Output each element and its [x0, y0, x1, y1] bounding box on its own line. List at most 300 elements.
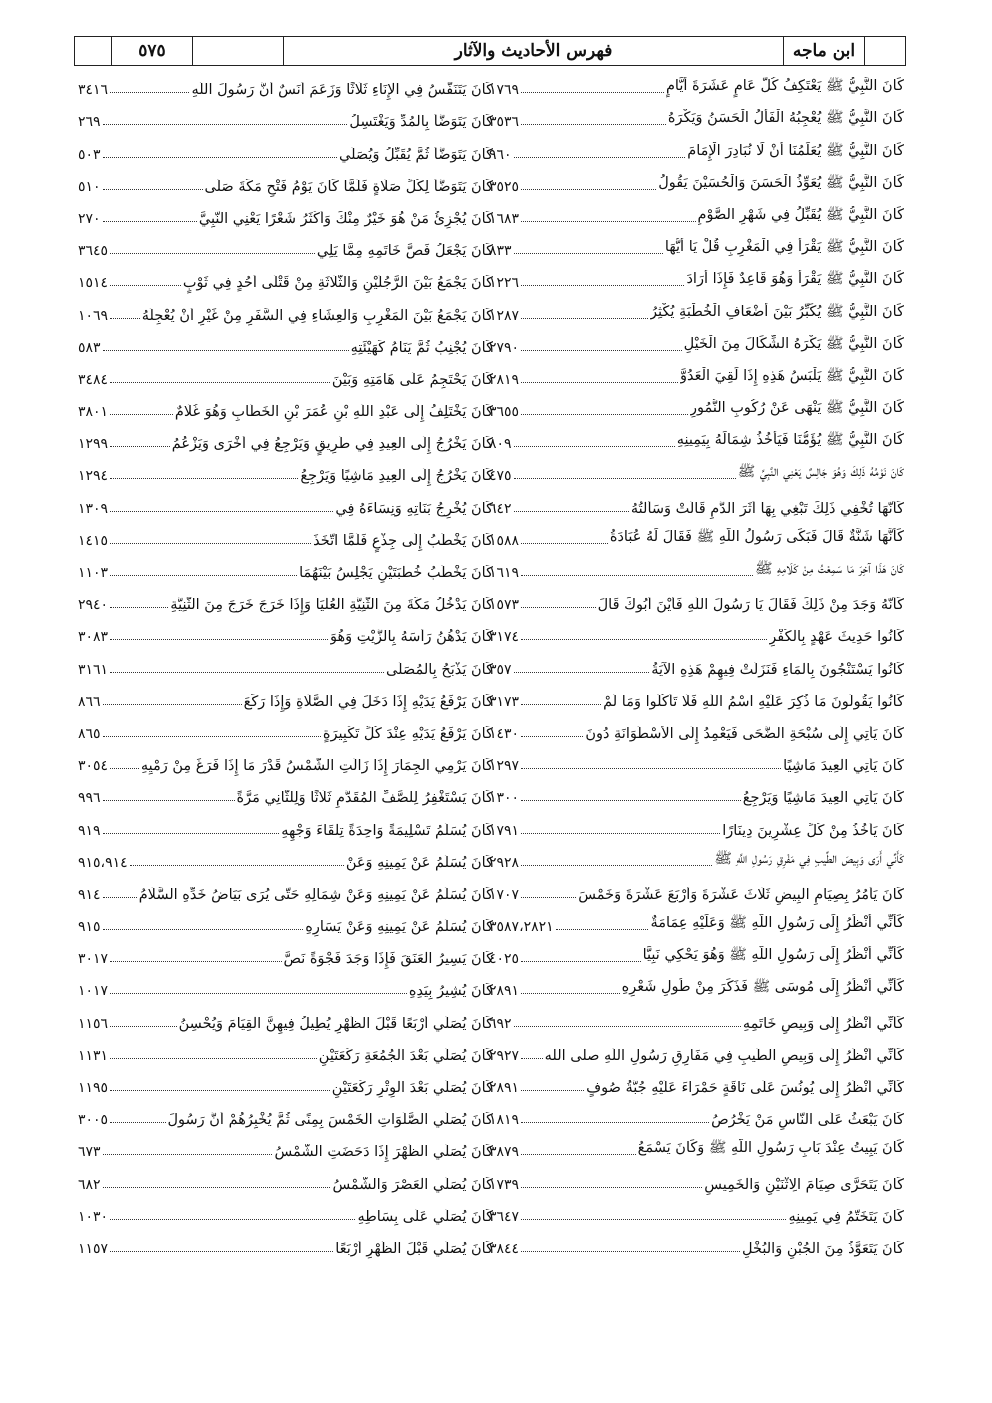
dot-leader — [521, 800, 741, 801]
hadith-number: ٣٤٨٤ — [78, 371, 109, 388]
index-entry — [78, 810, 493, 842]
dot-leader — [110, 1122, 165, 1123]
entry-text: كَانَ يَأْتِي الْعِيدَ مَاشِيًا — [783, 758, 904, 775]
hadith-number: ٥٨٣ — [78, 339, 101, 356]
dot-leader — [103, 800, 235, 801]
dot-leader — [521, 704, 601, 705]
dot-leader — [103, 1187, 331, 1188]
dot-leader — [110, 768, 139, 769]
dot-leader — [521, 382, 678, 383]
hadith-number: ٣٦٤٧ — [489, 1208, 520, 1225]
hadith-number: ١٢٩٩ — [78, 436, 109, 453]
entry-text: كَانَ النَّبِيُّ ﷺ يُقَبِّلُ فِي شَهْرِ الصَّوْمِ — [697, 206, 904, 223]
index-entry — [489, 424, 904, 456]
hadith-number: ٩١٥ — [78, 919, 101, 936]
index-entry — [78, 521, 493, 553]
entry-text: كَانَ النَّبِيُّ ﷺ يَلْبَسُ هَذِهِ إِذَا لَقِيَ الْعَدُوَّ — [680, 367, 904, 384]
hadith-number: ١٢٩٤ — [78, 468, 109, 485]
book-name: ابن ماجه — [784, 37, 865, 65]
hadith-number: ٢٩٤٠ — [78, 597, 109, 614]
index-entry — [489, 231, 904, 263]
entry-text: كَانَ نَوْمُهُ ذَلِكَ وَهُوَ جَالِسٌ يَعْنِي النَّبِيَّ ﷺ — [737, 464, 904, 481]
entry-text: كَانَ يُصَلِّي بَعْدَ الْجُمُعَةِ رَكْعَتَيْنِ — [318, 1047, 493, 1064]
page-number: ٥٧٥ — [112, 37, 193, 65]
entry-text: كَانَ يَخْتَلِفُ إِلَى عَبْدِ اللَّهِ بْنِ عُمَرَ بْنِ الْخَطَّابِ وَهُوَ غُلَامٌ — [174, 404, 493, 421]
entry-text: كَأَنِّي أَنْظُرُ إِلَى وَبِيصِ خَاتَمِهِ — [742, 1015, 904, 1032]
hadith-number: ٨٦٦ — [78, 693, 101, 710]
index-entry — [489, 488, 904, 520]
dot-leader — [514, 672, 650, 673]
hadith-number: ٨٦٥ — [78, 725, 101, 742]
right-column — [489, 70, 904, 1261]
index-entry — [78, 424, 493, 456]
index-entry — [489, 939, 904, 971]
index-entry — [489, 1132, 904, 1164]
index-entry — [489, 102, 904, 134]
index-entry — [78, 939, 493, 971]
entry-text: كَأَنِّي أَنْظُرُ إِلَى يُونُسَ عَلَى نَاقَةٍ حَمْرَاءَ عَلَيْهِ جُبَّةُ صُوفٍ — [586, 1080, 904, 1096]
entry-text: كَانَ يُخْرِجُ بَنَاتِهِ وَنِسَاءَهُ فِي — [335, 500, 493, 517]
entry-text: كَانَ يَتَحَرَّى صِيَامَ الِاثْنَيْنِ وَالْخَمِيسِ — [704, 1176, 904, 1193]
entry-text: كَانَ يُسَلِّمُ عَنْ يَمِينِهِ وَعَنْ يَسَارِهِ — [305, 919, 493, 936]
hadith-number: ١٧٠٧ — [489, 886, 520, 903]
hadith-number: ٦٩٢ — [489, 1015, 512, 1032]
hadith-number: ٢٦٩ — [78, 114, 101, 131]
hadith-number: ٢٨٩١ — [489, 1080, 520, 1096]
dot-leader — [514, 253, 663, 254]
dot-leader — [110, 92, 189, 93]
dot-leader — [110, 543, 311, 544]
dot-leader — [110, 382, 330, 383]
entry-text: كَانَ النَّبِيُّ ﷺ يُعَوِّذُ الْحَسَنَ وَالْحُسَيْنَ يَقُولُ — [658, 174, 904, 191]
hadith-number: ٦٨٢ — [78, 1176, 101, 1193]
entry-text: كَأَنِّي أَنْظُرُ إِلَى رَسُولِ اللَّهِ ﷺ وَعَلَيْهِ عِمَامَةٌ — [650, 915, 904, 932]
index-entry — [78, 1132, 493, 1164]
index-entry — [78, 1229, 493, 1261]
entry-text: كَانُوا حَدِيثَ عَهْدٍ بِالْكُفْرِ — [769, 629, 904, 646]
dot-leader — [521, 639, 767, 640]
hadith-number: ١١٩٥ — [78, 1080, 109, 1096]
hadith-number: ١٠٣٠ — [78, 1208, 109, 1225]
dot-leader — [110, 511, 333, 512]
hadith-number: ٩٦٠ — [489, 146, 512, 163]
entry-text: كَانَ يَخْرُجُ إِلَى الْعِيدِ مَاشِيًا وَيَرْجِعُ — [300, 468, 493, 485]
index-entry — [78, 746, 493, 778]
dot-leader — [110, 639, 328, 640]
dot-leader — [521, 350, 682, 351]
entry-text: كَأَنِّي أَنْظُرُ إِلَى مُوسَى ﷺ فَذَكَرَ مِنْ طُولِ شَعْرِهِ — [621, 979, 904, 996]
index-entry — [78, 1068, 493, 1100]
entry-text: كَانَ يَتَعَوَّذُ مِنَ الْجُبْنِ وَالْبُخْلِ — [742, 1240, 904, 1257]
entry-text: كَانَ يُجْزِئُ مَنْ هُوَ خَيْرٌ مِنْكَ وَأَكْثَرُ شَعْرًا يَعْنِي النَّبِيَّ — [198, 210, 493, 227]
dot-leader — [103, 1154, 273, 1155]
entry-text: كَانَ يَرْفَعُ يَدَيْهِ إِذَا دَخَلَ فِي الصَّلَاةِ وَإِذَا رَكَعَ — [243, 693, 493, 710]
index-entry — [78, 1100, 493, 1132]
entry-text: كَأَنِّي أَنْظُرُ إِلَى وَبِيصِ الطِّيبِ فِي مَفَارِقِ رَسُولِ اللَّهِ صلى الله — [544, 1047, 904, 1064]
dot-leader — [521, 1122, 709, 1123]
page-header — [74, 36, 906, 66]
index-entry — [489, 521, 904, 553]
index-entry — [78, 167, 493, 199]
index-entry — [78, 102, 493, 134]
entry-text: كَانَ النَّبِيُّ ﷺ يُؤَمُّنَا فَيَأْخُذُ شِمَالَهُ بِيَمِينِهِ — [676, 432, 904, 449]
dot-leader — [514, 478, 736, 479]
hadith-number: ١٥١٤ — [78, 275, 109, 292]
hadith-number: ٣٠٥٤ — [78, 758, 109, 775]
dot-leader — [521, 1090, 584, 1091]
dot-leader — [103, 189, 203, 190]
dot-leader — [110, 1058, 317, 1059]
entry-text: كَانَ يَأْمُرُ بِصِيَامِ الْبِيضِ ثَلَاثَ عَشْرَةَ وَأَرْبَعَ عَشْرَةَ وَخَمْسَ — [578, 886, 904, 903]
index-entry — [78, 70, 493, 102]
entry-text: كَانَ يُصَلِّي الْعَصْرَ وَالشَّمْسُ — [332, 1176, 493, 1193]
dot-leader — [521, 833, 720, 834]
hadith-number: ٤٧٥ — [489, 468, 512, 485]
index-entry — [78, 231, 493, 263]
dot-leader — [521, 285, 684, 286]
dot-leader — [110, 993, 407, 994]
index-entry — [489, 263, 904, 295]
hadith-number: ١٧٣٩ — [489, 1176, 520, 1193]
index-entry — [78, 617, 493, 649]
index-entry — [78, 263, 493, 295]
dot-leader — [521, 414, 688, 415]
dot-leader — [556, 929, 649, 930]
entry-text: كَأَنَّهُ وَجَدَ مِنْ ذَلِكَ فَقَالَ يَا رَسُولَ اللَّهِ فَأَيْنَ أَبُوكَ قَالَ — [597, 597, 904, 614]
dot-leader — [110, 1251, 333, 1252]
dot-leader — [110, 414, 173, 415]
entry-text: كَانَ يَتَوَضَّأُ لِكُلِّ صَلَاةٍ فَلَمَّا كَانَ يَوْمُ فَتْحِ مَكَّةَ صَلَّى — [204, 178, 493, 195]
dot-leader — [521, 575, 753, 576]
dot-leader — [103, 350, 349, 351]
dot-leader — [521, 1219, 786, 1220]
entry-text: كَانَ يَأْتِي الْعِيدَ مَاشِيًا وَيَرْجِعُ — [742, 790, 904, 807]
dot-leader — [110, 1090, 330, 1091]
hadith-number: ٩١٥،٩١٤ — [78, 854, 128, 871]
hadith-number: ١٠١٧ — [78, 983, 109, 1000]
entry-text: كَانَ النَّبِيُّ ﷺ يُعْجِبُهُ الْفَأْلُ الْحَسَنُ وَيَكْرَهُ — [667, 110, 904, 127]
dot-leader — [103, 929, 304, 930]
hadith-number: ١٨١٩ — [489, 1112, 520, 1129]
entry-text: كَانَ يَخْطُبُ خُطْبَتَيْنِ يَجْلِسُ بَيْنَهُمَا — [299, 565, 493, 581]
dot-leader — [110, 253, 315, 254]
hadith-number: ١٠٦٩ — [78, 307, 109, 324]
index-entry — [78, 1197, 493, 1229]
entry-text: كَانَ يَجْعَلُ فَصَّ خَاتَمِهِ مِمَّا يَلِي — [316, 243, 493, 260]
hadith-number: ٨٣٣ — [489, 243, 512, 260]
index-entry — [78, 1003, 493, 1035]
index-entry — [78, 553, 493, 585]
hadith-number: ١١٥٧ — [78, 1240, 109, 1257]
hadith-number: ٣٥٣٦ — [489, 114, 520, 131]
hadith-number: ٢٨١٩ — [489, 371, 520, 388]
index-entry — [489, 843, 904, 875]
hadith-number: ٥٠٣ — [78, 146, 101, 163]
hadith-number: ١١٣١ — [78, 1047, 109, 1064]
dot-leader — [521, 865, 712, 866]
entry-text: كَانَ يَتَوَضَّأُ ثُمَّ يُقَبِّلُ وَيُصَلِّي — [339, 146, 493, 163]
index-entry — [489, 682, 904, 714]
index-entry — [489, 617, 904, 649]
hadith-number: ٣٠١٧ — [78, 951, 109, 968]
index-entry — [489, 778, 904, 810]
hadith-number: ٣١٧٣ — [489, 693, 520, 710]
index-entry — [78, 328, 493, 360]
entry-text: كَانَ يَجْمَعُ بَيْنَ الْمَغْرِبِ وَالْعِشَاءِ فِي السَّفَرِ مِنْ غَيْرِ أَنْ يُعْجِلَهُ — [141, 307, 493, 324]
dot-leader — [103, 704, 242, 705]
dot-leader — [110, 1219, 355, 1220]
dot-leader — [521, 993, 620, 994]
dot-leader — [110, 1026, 177, 1027]
entry-text: كَانَ يَسْتَغْفِرُ لِلصَّفِّ الْمُقَدَّمِ ثَلَاثًا وَلِلثَّانِي مَرَّةً — [236, 790, 493, 807]
hadith-number: ١٧٦٩ — [489, 82, 520, 99]
left-column — [78, 70, 493, 1261]
entry-text: كَانَ هَذَا آخِرَ مَا سَمِعْتُ مِنْ كَلَامِهِ ﷺ — [754, 561, 904, 577]
dot-leader — [110, 575, 297, 576]
entry-text: كَانَ يُصَلِّي أَرْبَعًا قَبْلَ الظُّهْرِ يُطِيلُ فِيهِنَّ الْقِيَامَ وَيُحْسِنُ — [178, 1015, 493, 1032]
entry-text: كَانَ يُشِيرُ بِيَدِهِ — [408, 983, 493, 1000]
index-entry — [78, 295, 493, 327]
index-entry — [489, 199, 904, 231]
header-blank-cell — [193, 37, 284, 65]
dot-leader — [521, 1058, 543, 1059]
entry-text: كَانَ النَّبِيُّ ﷺ يَكْرَهُ الشِّكَالَ مِنَ الْخَيْلِ — [683, 335, 904, 352]
hadith-number: ٣٥٧ — [489, 661, 512, 678]
index-entry — [78, 907, 493, 939]
hadith-number: ٦٤٢ — [489, 500, 512, 517]
dot-leader — [521, 189, 656, 190]
index-entry — [489, 1003, 904, 1035]
index-entry — [489, 70, 904, 102]
index-entry — [489, 392, 904, 424]
entry-text: كَانَ يَسِيرُ الْعَنَقَ فَإِذَا وَجَدَ فَجْوَةً نَصَّ — [283, 951, 493, 968]
hadith-number: ٣١٧٤ — [489, 629, 520, 646]
hadith-number: ٩١٤ — [78, 886, 101, 903]
hadith-number: ١٤١٥ — [78, 532, 109, 549]
hadith-number: ١٢٩٧ — [489, 758, 520, 775]
index-entry — [78, 456, 493, 488]
dot-leader — [521, 1187, 702, 1188]
entry-text: كَانَ يَتَخَتَّمُ فِي يَمِينِهِ — [788, 1208, 904, 1225]
entry-text: كَانَ يَرْفَعُ يَدَيْهِ عِنْدَ كُلِّ تَكْبِيرَةٍ — [322, 725, 493, 742]
index-entry — [78, 971, 493, 1003]
index-entry — [78, 488, 493, 520]
entry-text: كَانَ يَخْرُجُ إِلَى الْعِيدِ فِي طَرِيقٍ وَيَرْجِعُ فِي أُخْرَى وَيَزْعُمُ — [171, 436, 493, 453]
index-entry — [78, 1164, 493, 1196]
entry-text: كَانَ النَّبِيُّ ﷺ يُعَلِّمُنَا أَنْ لَا نُبَادِرَ الْإِمَامَ — [687, 142, 904, 159]
index-entry — [78, 649, 493, 681]
entry-text: كَانَ النَّبِيُّ ﷺ يَنْهَى عَنْ رُكُوبِ النُّمُورِ — [689, 400, 904, 417]
hadith-number: ١٦١٩ — [489, 565, 520, 581]
entry-text: كَانَ يَأْخُذُ مِنْ كُلِّ عِشْرِينَ دِينَارًا — [722, 822, 904, 839]
dot-leader — [110, 478, 298, 479]
index-entry — [489, 907, 904, 939]
dot-leader — [521, 897, 576, 898]
entry-text: كَانَ يَحْتَجِمُ عَلَى هَامَتِهِ وَبَيْنَ — [331, 371, 493, 388]
hadith-number: ٣٦٥٥ — [489, 404, 520, 421]
index-entry — [489, 328, 904, 360]
entry-text: كَانَ يُصَلِّي عَلَى بِسَاطِهِ — [357, 1208, 493, 1225]
index-entry — [78, 199, 493, 231]
entry-text: كَانَ يُسَلِّمُ عَنْ يَمِينِهِ وَعَنْ — [345, 854, 493, 871]
entry-text: كَانَ يُصَلِّي بَعْدَ الْوِتْرِ رَكْعَتَيْنِ — [331, 1080, 493, 1096]
entry-text: كَانَ يُصَلِّي الظُّهْرَ إِذَا دَحَضَتِ الشَّمْسُ — [274, 1144, 493, 1161]
hadith-number: ١٧٩١ — [489, 822, 520, 839]
hadith-number: ١٣٠٠ — [489, 790, 520, 807]
index-entry — [489, 1036, 904, 1068]
header-blank-cell — [75, 37, 112, 65]
hadith-number: ٣٠٨٣ — [78, 629, 109, 646]
hadith-number: ٣٤١٦ — [78, 82, 109, 99]
dot-leader — [514, 1026, 741, 1027]
index-entry — [78, 875, 493, 907]
hadith-number: ٣٨٧٩ — [489, 1144, 520, 1161]
hadith-number: ١٥٨٨ — [489, 532, 520, 549]
entry-text: كَانَ يَبِيتُ عِنْدَ بَابِ رَسُولِ اللَّهِ ﷺ وَكَانَ يَسْمَعُ — [637, 1140, 904, 1157]
index-entry — [78, 714, 493, 746]
index-entry — [489, 360, 904, 392]
index-entry — [489, 971, 904, 1003]
index-entry — [78, 392, 493, 424]
dot-leader — [514, 157, 686, 158]
hadith-number: ٩١٩ — [78, 822, 101, 839]
entry-text: كَانَ يُسَلِّمُ عَنْ يَمِينِهِ وَعَنْ شِمَالِهِ حَتَّى يُرَى بَيَاضُ خَدِّهِ السَّلَامُ — [138, 886, 493, 903]
dot-leader — [110, 318, 140, 319]
dot-leader — [103, 124, 348, 125]
dot-leader — [103, 221, 197, 222]
hadith-number: ٣٨٠١ — [78, 404, 109, 421]
dot-leader — [521, 607, 596, 608]
hadith-number: ٣٦٤٥ — [78, 243, 109, 260]
entry-text: كَانَ يُصَلِّي الصَّلَوَاتِ الْخَمْسَ بِمِنًى ثُمَّ يُخْبِرُهُمْ أَنَّ رَسُولَ — [167, 1112, 493, 1129]
dot-leader — [521, 1251, 740, 1252]
entry-text: كَأَنِّي أَنْظُرُ إِلَى رَسُولِ اللَّهِ ﷺ وَهُوَ يَحْكِي نَبِيًّا — [642, 947, 904, 964]
entry-text: كَانَ يَرْمِي الْجِمَارَ إِذَا زَالَتِ الشَّمْسُ قَدْرَ مَا إِذَا فَرَغَ مِنْ رَمْيِهِ — [140, 758, 493, 775]
index-entry — [489, 456, 904, 488]
index-entry — [489, 1068, 904, 1100]
index-entry — [489, 810, 904, 842]
dot-leader — [521, 961, 641, 962]
entry-text: كَانُوا يَقُولُونَ مَا ذُكِرَ عَلَيْهِ اسْمُ اللَّهِ فَلَا تَأْكُلُوا وَمَا لَمْ — [603, 693, 904, 710]
index-entry — [78, 778, 493, 810]
index-entry — [489, 649, 904, 681]
dot-leader — [521, 318, 648, 319]
index-entry — [78, 843, 493, 875]
hadith-number: ٣٨٤٤ — [489, 1240, 520, 1257]
hadith-number: ٣٥٨٧،٢٨٢١ — [489, 919, 554, 936]
entry-text: كَانَ النَّبِيُّ ﷺ يُكَبِّرُ بَيْنَ أَضْعَافِ الْخُطْبَةِ يُكْثِرُ — [650, 303, 904, 320]
index-entry — [489, 1164, 904, 1196]
index-entry — [489, 1229, 904, 1261]
index-entry — [78, 682, 493, 714]
dot-leader — [110, 446, 170, 447]
hadith-number: ١٣٠٩ — [78, 500, 109, 517]
entry-text: كَانُوا يَسْتَنْجُونَ بِالْمَاءِ فَنَزَلَتْ فِيهِمْ هَذِهِ الْآيَةُ — [651, 661, 904, 678]
entry-text: كَانَ يُجْنِبُ ثُمَّ يَنَامُ كَهَيْئَتِهِ — [350, 339, 493, 356]
entry-text: كَانَ النَّبِيُّ ﷺ يَعْتَكِفُ كُلَّ عَامٍ عَشَرَةَ أَيَّامٍ — [665, 78, 904, 95]
entry-text: كَأَنَّهَا تُخْفِي ذَلِكَ تَبْغِي بِهَا أَثَرَ الدَّمِ قَالَتْ وَسَأَلْتُهُ — [630, 500, 904, 517]
hadith-number: ٣٠٠٥ — [78, 1112, 109, 1129]
hadith-number: ٢٩٢٧ — [489, 1047, 520, 1064]
hadith-number: ١١٠٣ — [78, 565, 109, 581]
header-blank-cell — [865, 37, 905, 65]
entry-text: كَأَنَّهَا شَنَّةٌ قَالَ فَبَكَى رَسُولُ اللَّهِ ﷺ فَقَالَ لَهُ عُبَادَةُ — [609, 528, 904, 545]
entry-text: كَانَ يَذْبَحُ بِالْمُصَلَّى — [386, 661, 493, 678]
hadith-number: ٢٧٩٠ — [489, 339, 520, 356]
dot-leader — [514, 511, 629, 512]
index-entry — [489, 1197, 904, 1229]
dot-leader — [103, 736, 321, 737]
index-entry — [489, 746, 904, 778]
entry-text: كَانَ النَّبِيُّ ﷺ يَقْرَأُ وَهُوَ قَاعِدٌ فَإِذَا أَرَادَ — [686, 271, 904, 288]
index-entry — [489, 295, 904, 327]
index-entry — [78, 360, 493, 392]
dot-leader — [103, 897, 137, 898]
hadith-number: ٨٠٩ — [489, 436, 512, 453]
index-entry — [489, 875, 904, 907]
entry-text: كَانَ يُصَلِّي قَبْلَ الظُّهْرِ أَرْبَعًا — [335, 1240, 493, 1257]
entry-text: كَانَ يَتَنَفَّسُ فِي الْإِنَاءِ ثَلَاثًا وَزَعَمَ أَنَسٌ أَنَّ رَسُولَ اللَّهِ — [191, 82, 493, 99]
index-entry — [489, 553, 904, 585]
entry-text: كَانَ يَدْخُلُ مَكَّةَ مِنَ الثَّنِيَّةِ الْعُلْيَا وَإِذَا خَرَجَ خَرَجَ مِنَ الثَّنِيَّةِ — [170, 597, 493, 614]
dot-leader — [521, 768, 781, 769]
dot-leader — [521, 221, 695, 222]
hadith-number: ١٢٨٧ — [489, 307, 520, 324]
entry-text: كَانَ يَبْعَثُ عَلَى النَّاسِ مَنْ يَخْرُصُ — [711, 1112, 904, 1129]
hadith-number: ٤٠٢٥ — [489, 951, 520, 968]
hadith-number: ١٥٧٣ — [489, 597, 520, 614]
dot-leader — [110, 607, 168, 608]
entry-text: كَانَ يَدْهُنُ رَأْسَهُ بِالزَّيْتِ وَهُوَ — [330, 629, 493, 646]
hadith-number: ١٢٢٦ — [489, 275, 520, 292]
index-entry — [78, 134, 493, 166]
dot-leader — [110, 672, 384, 673]
dot-leader — [103, 157, 337, 158]
dot-leader — [521, 1154, 636, 1155]
dot-leader — [521, 543, 608, 544]
hadith-number: ٥١٠ — [78, 178, 101, 195]
hadith-number: ٩٩٦ — [78, 790, 101, 807]
entry-text: كَانَ يَتَوَضَّأُ بِالْمُدِّ وَيَغْتَسِلُ — [349, 114, 493, 131]
hadith-number: ٢٩٢٨ — [489, 854, 520, 871]
dot-leader — [521, 124, 666, 125]
index-entry — [489, 134, 904, 166]
index-entry — [489, 714, 904, 746]
entry-text: كَانَ يَأْتِي إِلَى سُبْحَةِ الضُّحَى فَيَعْمِدُ إِلَى الْأُسْطُوَانَةِ دُونَ — [585, 725, 904, 742]
hadith-number: ١١٥٦ — [78, 1015, 109, 1032]
dot-leader — [521, 92, 664, 93]
dot-leader — [103, 833, 280, 834]
entry-text: كَانَ النَّبِيُّ ﷺ يَقْرَأُ فِي الْمَغْرِبِ قُلْ يَا أَيُّهَا — [664, 239, 904, 256]
entry-text: كَأَنِّي أَرَى وَبِيصَ الطِّيبِ فِي مَفْرِقِ رَسُولِ اللَّهِ ﷺ — [714, 850, 904, 867]
index-entry — [78, 585, 493, 617]
entry-text: كَانَ يَخْطُبُ إِلَى جِذْعٍ فَلَمَّا اتَّخَذَ — [313, 532, 493, 549]
hadith-number: ١٤٣٠ — [489, 725, 520, 742]
index-entry — [78, 1036, 493, 1068]
hadith-number: ٦٧٣ — [78, 1144, 101, 1161]
hadith-number: ١٦٨٣ — [489, 210, 520, 227]
hadith-number: ٣٥٢٥ — [489, 178, 520, 195]
page-title: فهرس الأحاديث والآثار — [284, 37, 784, 65]
hadith-number: ٣١٦١ — [78, 661, 109, 678]
entry-text: كَانَ يَجْمَعُ بَيْنَ الرَّجُلَيْنِ وَالثَّلَاثَةِ مِنْ قَتْلَى أُحُدٍ فِي ثَوْبٍ — [182, 275, 493, 292]
hadith-number: ٢٧٠ — [78, 210, 101, 227]
index-entry — [489, 1100, 904, 1132]
hadith-number: ٢٨٩١ — [489, 983, 520, 1000]
index-entry — [489, 585, 904, 617]
dot-leader — [110, 285, 181, 286]
dot-leader — [514, 446, 675, 447]
